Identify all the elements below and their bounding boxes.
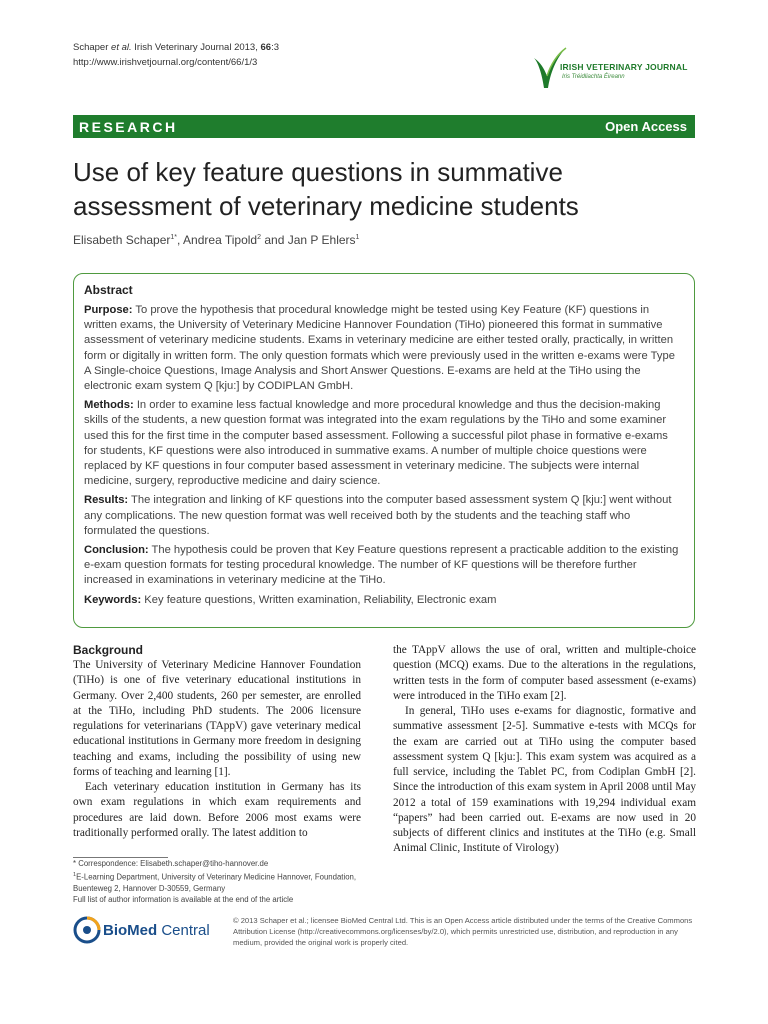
abstract-section-text: The integration and linking of KF questions into the computer based assessment system Q [kju:] went without any complications. The new question format was well received both by the students and the teaching staff who formulated the questions. [84, 494, 672, 537]
abstract-keywords [84, 593, 684, 608]
body-paragraph: Each veterinary education institution in Germany has its own exam regulations in which exam requirements and procedures are laid down. Before 2006 most exams were traditionally performed orally. The latest addition to [73, 781, 361, 839]
footnotes [73, 858, 363, 906]
author-info-note: Full list of author information is available at the end of the article [73, 895, 294, 905]
abstract-heading: Abstract [84, 283, 133, 297]
author-affiliation-sup: 2 [257, 234, 262, 241]
abstract-section-text: The hypothesis could be proven that Key Feature questions represent a practicable addition to the existing e-exam question formats for testing procedural knowledge. The number of KF questions will be therefore further increased in examinations in veterinary medicine at the TiHo. [84, 544, 679, 587]
body-paragraph: In general, TiHo uses e-exams for diagnostic, formative and summative assessment [2-5]. Summative e-tests with MCQs for the exam are carried out at TiHo using the computer based assessment system Q [kju:]. This exam system was acquired as a full service, including the Tablet PC, from Codiplan GmbH [2]. Since the introduction of this exam system in April 2008 until May 2012 a total of 159 examinations with 19,294 individual exam “papers” had been carried out. E-exams are now used in 20 subjects of different clinics and institutes at the TiHo (e.g. Small Animal Clinic, Institute of Virology) [393, 705, 696, 855]
abstract-box [73, 273, 695, 628]
author-affiliation-sup: 1 [355, 234, 360, 241]
article-title: Use of key feature questions in summative assessment of veterinary medicine students [73, 157, 579, 221]
biomed-central-text: Central [157, 922, 210, 939]
author-name: Elisabeth Schaper [73, 233, 171, 247]
abstract-section-label: Conclusion: [84, 544, 149, 557]
affiliation-sup: 1 [73, 871, 77, 878]
journal-logo [530, 44, 700, 96]
section-type-label: RESEARCH [79, 118, 178, 135]
author-separator: , [177, 233, 184, 247]
citation-header [73, 40, 279, 70]
citation-volume: 66 [260, 42, 272, 53]
copyright-notice: © 2013 Schaper et al.; licensee BioMed Central Ltd. This is an Open Access article distributed under the terms of the Creative Commons Attribution License (http://creativecommons.org/licenses/by/2.0), which permits unrestricted use, distribution, and reproduction in any medium, provided the original work is properly cited. [233, 916, 693, 947]
article-url-link[interactable]: http://www.irishvetjournal.org/content/66/1/3 [73, 57, 258, 68]
abstract-section-label: Results: [84, 494, 129, 507]
citation-journal-year: Irish Veterinary Journal 2013, [134, 42, 258, 53]
affiliation-note [73, 870, 363, 895]
abstract-section-text: In order to examine less factual knowledge and more procedural knowledge and thus the decision-making skills of the students, a new question format was integrated into the exam regulations by the TiHo and some examiner used this for the first time in the computer based assessment. Following a successful pilot phase in formative e-exams for students, KF questions were also introduced in summative exams. A number of multiple choice questions were replaced by KF questions in four computer based assessment in veterinary medicine. The subjects were internal medicine, surgery, reproductive medicine and dairy science. [84, 399, 668, 488]
abstract-section-text: Key feature questions, Written examination, Reliability, Electronic exam [141, 593, 497, 606]
author-affiliation-sup: 1* [170, 234, 178, 241]
citation-line [73, 40, 279, 55]
open-access-label: Open Access [605, 119, 687, 134]
journal-name: IRISH VETERINARY JOURNAL [560, 62, 688, 72]
body-column-left [73, 643, 361, 841]
author-name: Andrea Tipold [183, 233, 258, 247]
abstract-methods [84, 398, 684, 489]
citation-issue: :3 [271, 42, 280, 53]
biomed-central-circle-icon [73, 916, 101, 944]
biomed-bio-text: BioMed [103, 922, 158, 939]
abstract-results [84, 493, 684, 539]
research-banner [73, 115, 695, 138]
abstract-section-label: Methods: [84, 399, 134, 412]
biomed-central-logo [73, 916, 223, 946]
body-column-right [393, 643, 696, 857]
author-name: Jan P Ehlers [287, 233, 356, 247]
citation-authors: Schaper [73, 42, 109, 53]
journal-subtitle: Iris Tréidliachta Éireann [562, 74, 625, 80]
biomed-central-wordmark [103, 922, 210, 939]
citation-etal: et al. [111, 42, 132, 53]
affiliation-text: E-Learning Department, University of Veterinary Medicine Hannover, Foundation, Buenteweg 2, Hannover D-30559, Germany [73, 872, 357, 893]
author-list [73, 233, 359, 247]
abstract-purpose [84, 303, 684, 394]
section-heading-background: Background [73, 643, 144, 657]
body-paragraph: The University of Veterinary Medicine Hannover Foundation (TiHo) is one of five veterinary educational institutions in Germany. Over 2,400 students, 260 per semester, are enrolled at the TiHo, including PhD students. The 2006 licensure regulations for veterinarians (TAppV) gave veterinary medical educational institutions in Germany more freedom in designing teaching and exams, including the possibility of using new forms of teaching and learning [1]. [73, 659, 361, 778]
author-separator: and [261, 233, 288, 247]
body-paragraph: the TAppV allows the use of oral, written and multiple-choice question (MCQ) exams. Due to the alterations in the regulations, written tests in the form of computer based assessment (e-exams) were introduced in the TiHo exam [2]. [393, 644, 696, 702]
abstract-conclusion [84, 543, 684, 589]
abstract-section-label: Purpose: [84, 304, 133, 316]
correspondence-note: * Correspondence: Elisabeth.schaper@tiho-hannover.de [73, 859, 269, 868]
abstract-section-text: To prove the hypothesis that procedural knowledge might be tested using Key Feature (KF) questions in written exams, the University of Veterinary Medicine Hannover Foundation (TiHo) pioneered this format in summative assessment of veterinary medicine students. Exams in veterinary medicine are either tested orally, practically, in written form or digitally in written form. The only question formats which were previously used in the written e-exams were Type A Single-choice Questions, Image Analysis and Short Answer Questions. E-exams are held at the TiHo using the electronic exam system Q [kju:] by CODIPLAN GmbH. [84, 304, 675, 393]
abstract-section-label: Keywords: [84, 593, 142, 606]
